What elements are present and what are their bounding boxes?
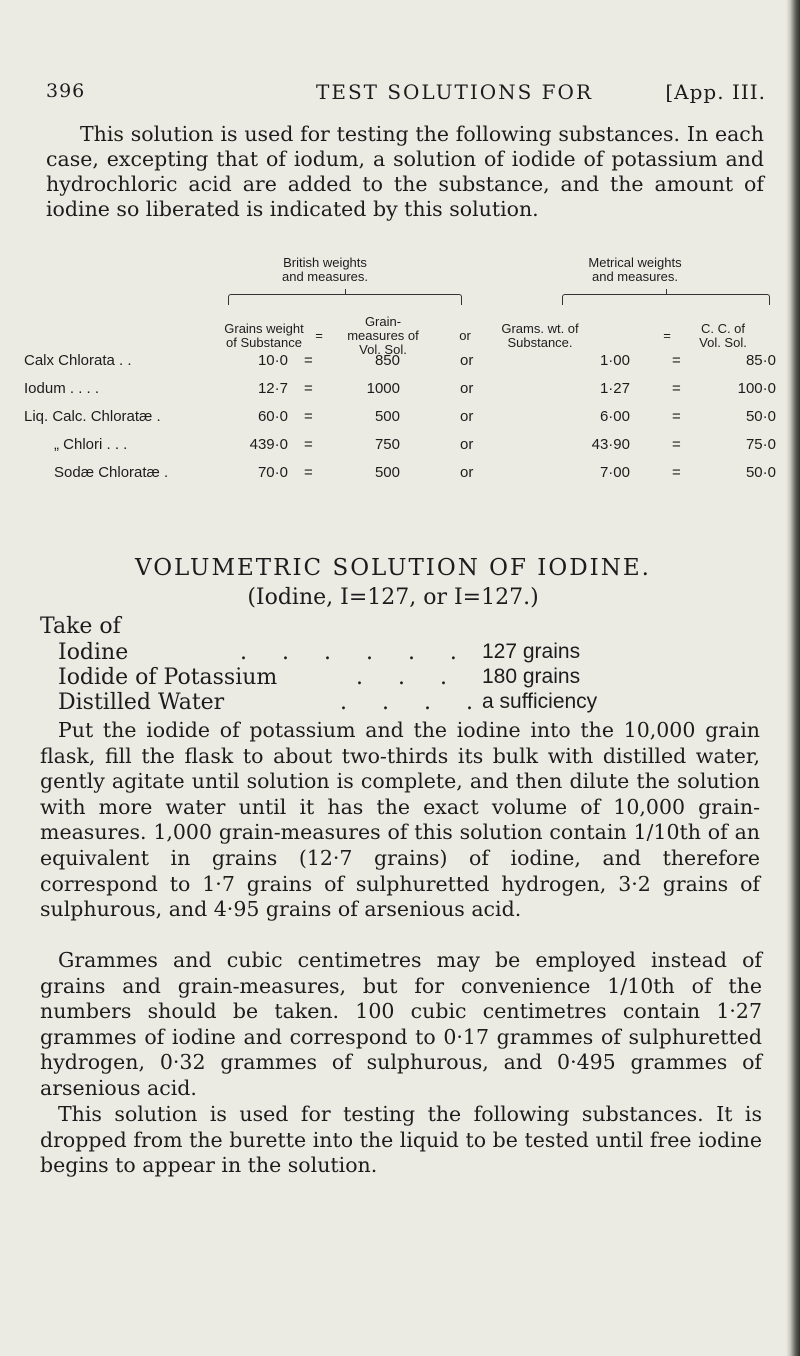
table-row xyxy=(24,464,776,486)
ingredient-name: Distilled Water xyxy=(58,690,225,715)
col-head-eq2: = xyxy=(663,328,671,343)
row-equals: = xyxy=(304,408,313,425)
row-or: or xyxy=(460,436,474,453)
col-head-gm-line-2: measures of xyxy=(347,328,419,343)
leader-dots: . . . . . . xyxy=(240,640,471,665)
list-item xyxy=(58,690,758,716)
metric-brace xyxy=(562,294,770,305)
row-or: or xyxy=(460,352,474,369)
row-or: or xyxy=(460,408,474,425)
leader-dots: . . . . xyxy=(340,690,487,715)
row-equals-2: = xyxy=(672,408,681,425)
col-head-grams xyxy=(480,322,600,350)
ingredient-name: Iodine xyxy=(58,640,129,665)
british-header-line-2: and measures. xyxy=(282,269,368,284)
row-equals: = xyxy=(304,436,313,453)
grammes-paragraph: Grammes and cubic centimetres may be employed instead of grains and grain-measures, but for convenience 1/10th of the numbers should be taken. 100 cubic centimetres contain 1·27 grammes of iodine and correspond to 0·17 grammes of sulphuretted hydrogen, 0·32 grammes of sulphurous, and 0·495 grammes of arsenious acid. xyxy=(40,948,762,1100)
metric-header xyxy=(560,256,710,284)
row-substance: Calx Chlorata . . xyxy=(24,352,132,369)
running-title: TEST SOLUTIONS FOR xyxy=(316,80,594,104)
row-cc: 50·0 xyxy=(745,408,776,425)
table-row xyxy=(24,380,776,402)
table-row xyxy=(24,408,776,430)
row-equals: = xyxy=(304,464,313,481)
col-head-gm-line-3: Vol. Sol. xyxy=(359,342,407,357)
table-row xyxy=(24,436,776,458)
table-row xyxy=(24,352,776,374)
ingredient-amount: 127 grains xyxy=(482,640,581,663)
section-subheading: (Iodine, I=127, or I=127.) xyxy=(247,585,539,610)
col-head-grains-line-2: of Substance xyxy=(226,335,302,350)
col-head-cc-line-1: C. C. of xyxy=(700,321,746,336)
row-grams: 43·90 xyxy=(591,436,630,453)
row-cc: 100·0 xyxy=(737,380,776,397)
col-head-grain-measures xyxy=(328,315,438,357)
page-number: 396 xyxy=(46,80,86,102)
appendix-reference: [App. III. xyxy=(665,80,766,104)
row-grain-measures: 1000 xyxy=(366,380,400,397)
page-edge-shadow xyxy=(786,0,800,1356)
col-head-grains xyxy=(216,322,312,350)
row-cc: 50·0 xyxy=(745,464,776,481)
row-substance: Iodum . . . . xyxy=(24,380,100,397)
list-item xyxy=(58,640,758,666)
row-grams: 7·00 xyxy=(599,464,630,481)
row-grams: 1·00 xyxy=(599,352,630,369)
row-grains: 70·0 xyxy=(257,464,288,481)
row-cc: 85·0 xyxy=(745,352,776,369)
row-equals: = xyxy=(304,352,313,369)
col-head-cc-line-2: Vol. Sol. xyxy=(699,335,747,350)
row-grains: 10·0 xyxy=(257,352,288,369)
section-heading: VOLUMETRIC SOLUTION OF IODINE. xyxy=(134,555,651,581)
row-equals-2: = xyxy=(672,464,681,481)
page-header xyxy=(46,80,766,110)
row-equals-2: = xyxy=(672,380,681,397)
ingredient-amount: a sufficiency xyxy=(482,690,598,713)
intro-paragraph: This solution is used for testing the following substances. In each case, excepting that of iodum, a solution of iodide of potassium and hydrochloric acid are added to the substance, and the amount of iodine so liberated is indicated by this solution. xyxy=(46,122,764,221)
row-grains: 12·7 xyxy=(257,380,288,397)
usage-paragraph: This solution is used for testing the following substances. It is dropped from the burette into the liquid to be tested until free iodine begins to appear in the solution. xyxy=(40,1102,762,1178)
row-substance: „ Chlori . . . xyxy=(54,436,128,453)
row-cc: 75·0 xyxy=(745,436,776,453)
british-header xyxy=(250,256,400,284)
row-or: or xyxy=(460,380,474,397)
col-head-grams-line-1: Grams. wt. of xyxy=(501,321,579,336)
row-substance: Liq. Calc. Chloratæ . xyxy=(24,408,161,425)
row-equals: = xyxy=(304,380,313,397)
row-grams: 6·00 xyxy=(599,408,630,425)
row-equals-2: = xyxy=(672,352,681,369)
row-substance: Sodæ Chloratæ . xyxy=(54,464,169,481)
col-head-grains-line-1: Grains weight xyxy=(224,321,304,336)
metric-header-line-1: Metrical weights xyxy=(588,255,682,270)
take-of-label: Take of xyxy=(40,614,121,639)
col-head-cc xyxy=(680,322,766,350)
row-grains: 60·0 xyxy=(257,408,288,425)
row-grains: 439·0 xyxy=(249,436,288,453)
row-grams: 1·27 xyxy=(599,380,630,397)
col-head-gm-line-1: Grain- xyxy=(364,314,402,329)
method-paragraph: Put the iodide of potassium and the iodine into the 10,000 grain flask, fill the flask to about two-thirds its bulk with distilled water, gently agitate until solution is complete, and then dilute the solution with more water until it has the exact volume of 10,000 grain-measures. 1,000 grain-measures of this solution contain 1/10th of an equivalent in grains (12·7 grains) of iodine, and therefore correspond to 1·7 grains of sulphuretted hydrogen, 3·2 grains of sulphurous, and 4·95 grains of arsenious acid. xyxy=(40,718,760,922)
col-head-or: or xyxy=(459,328,471,343)
metric-header-line-2: and measures. xyxy=(592,269,678,284)
col-head-eq1: = xyxy=(315,328,323,343)
ingredient-name: Iodide of Potassium xyxy=(58,665,278,690)
british-brace xyxy=(228,294,462,305)
leader-dots: . . . xyxy=(356,665,461,690)
col-head-grams-line-2: Substance. xyxy=(507,335,573,350)
row-grain-measures: 500 xyxy=(374,464,400,481)
row-equals-2: = xyxy=(672,436,681,453)
ingredient-amount: 180 grains xyxy=(482,665,581,688)
row-grain-measures: 750 xyxy=(374,436,400,453)
row-or: or xyxy=(460,464,474,481)
row-grain-measures: 500 xyxy=(374,408,400,425)
row-grain-measures: 850 xyxy=(374,352,400,369)
list-item xyxy=(58,665,758,691)
british-header-line-1: British weights xyxy=(283,255,367,270)
